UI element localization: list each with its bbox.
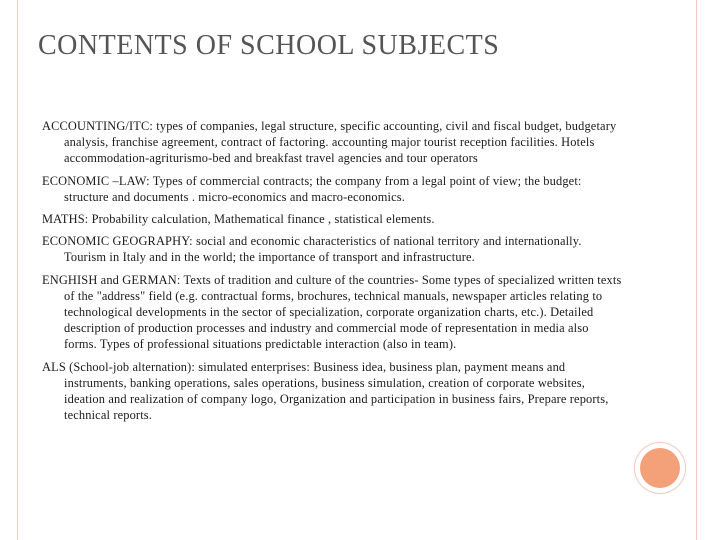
page-title: CONTENTS OF SCHOOL SUBJECTS [38,30,500,61]
subject-accounting-itc: ACCOUNTING/ITC: types of companies, legal structure, specific accounting, civil and fiscal budget, budgetary analysis, franchise agreement, contract of factoring. accounting major tourist reception facilities. Hotels accommodation-agriturismo-bed and breakfast travel agencies and tour operators [42,119,617,166]
decorative-circle-fill [640,448,680,488]
subject-maths: MATHS: Probability calculation, Mathematical finance , statistical elements. [42,212,435,227]
subject-als: ALS (School-job alternation): simulated enterprises: Business idea, business plan, payment means and instruments, banking operations, sales operations, business simulation, creation of corporate websites, ideation and realization of company logo, Organization and participation in business fairs, Prepare reports, technical reports. [42,359,609,423]
subject-english-german: ENGHISH and GERMAN: Texts of tradition and culture of the countries- Some types of specialized written texts of the "address" field (e.g. contractual forms, brochures, technical manuals, newspaper articles relating to technological developments in the sector of specialization, corporate organization charts, etc.). Detailed description of production processes and industry and commercial mode of representation in media also forms. Types of professional situations predictable interaction (also in team). [42,272,622,352]
subject-economic-geography: ECONOMIC GEOGRAPHY: social and economic characteristics of national territory and internationally. Tourism in Italy and in the world; the importance of transport and infrastructure. [42,234,582,265]
subject-list [42,118,622,429]
subject-economic-law: ECONOMIC –LAW: Types of commercial contracts; the company from a legal point of view; the budget: structure and documents . micro-economics and macro-economics. [42,173,582,204]
